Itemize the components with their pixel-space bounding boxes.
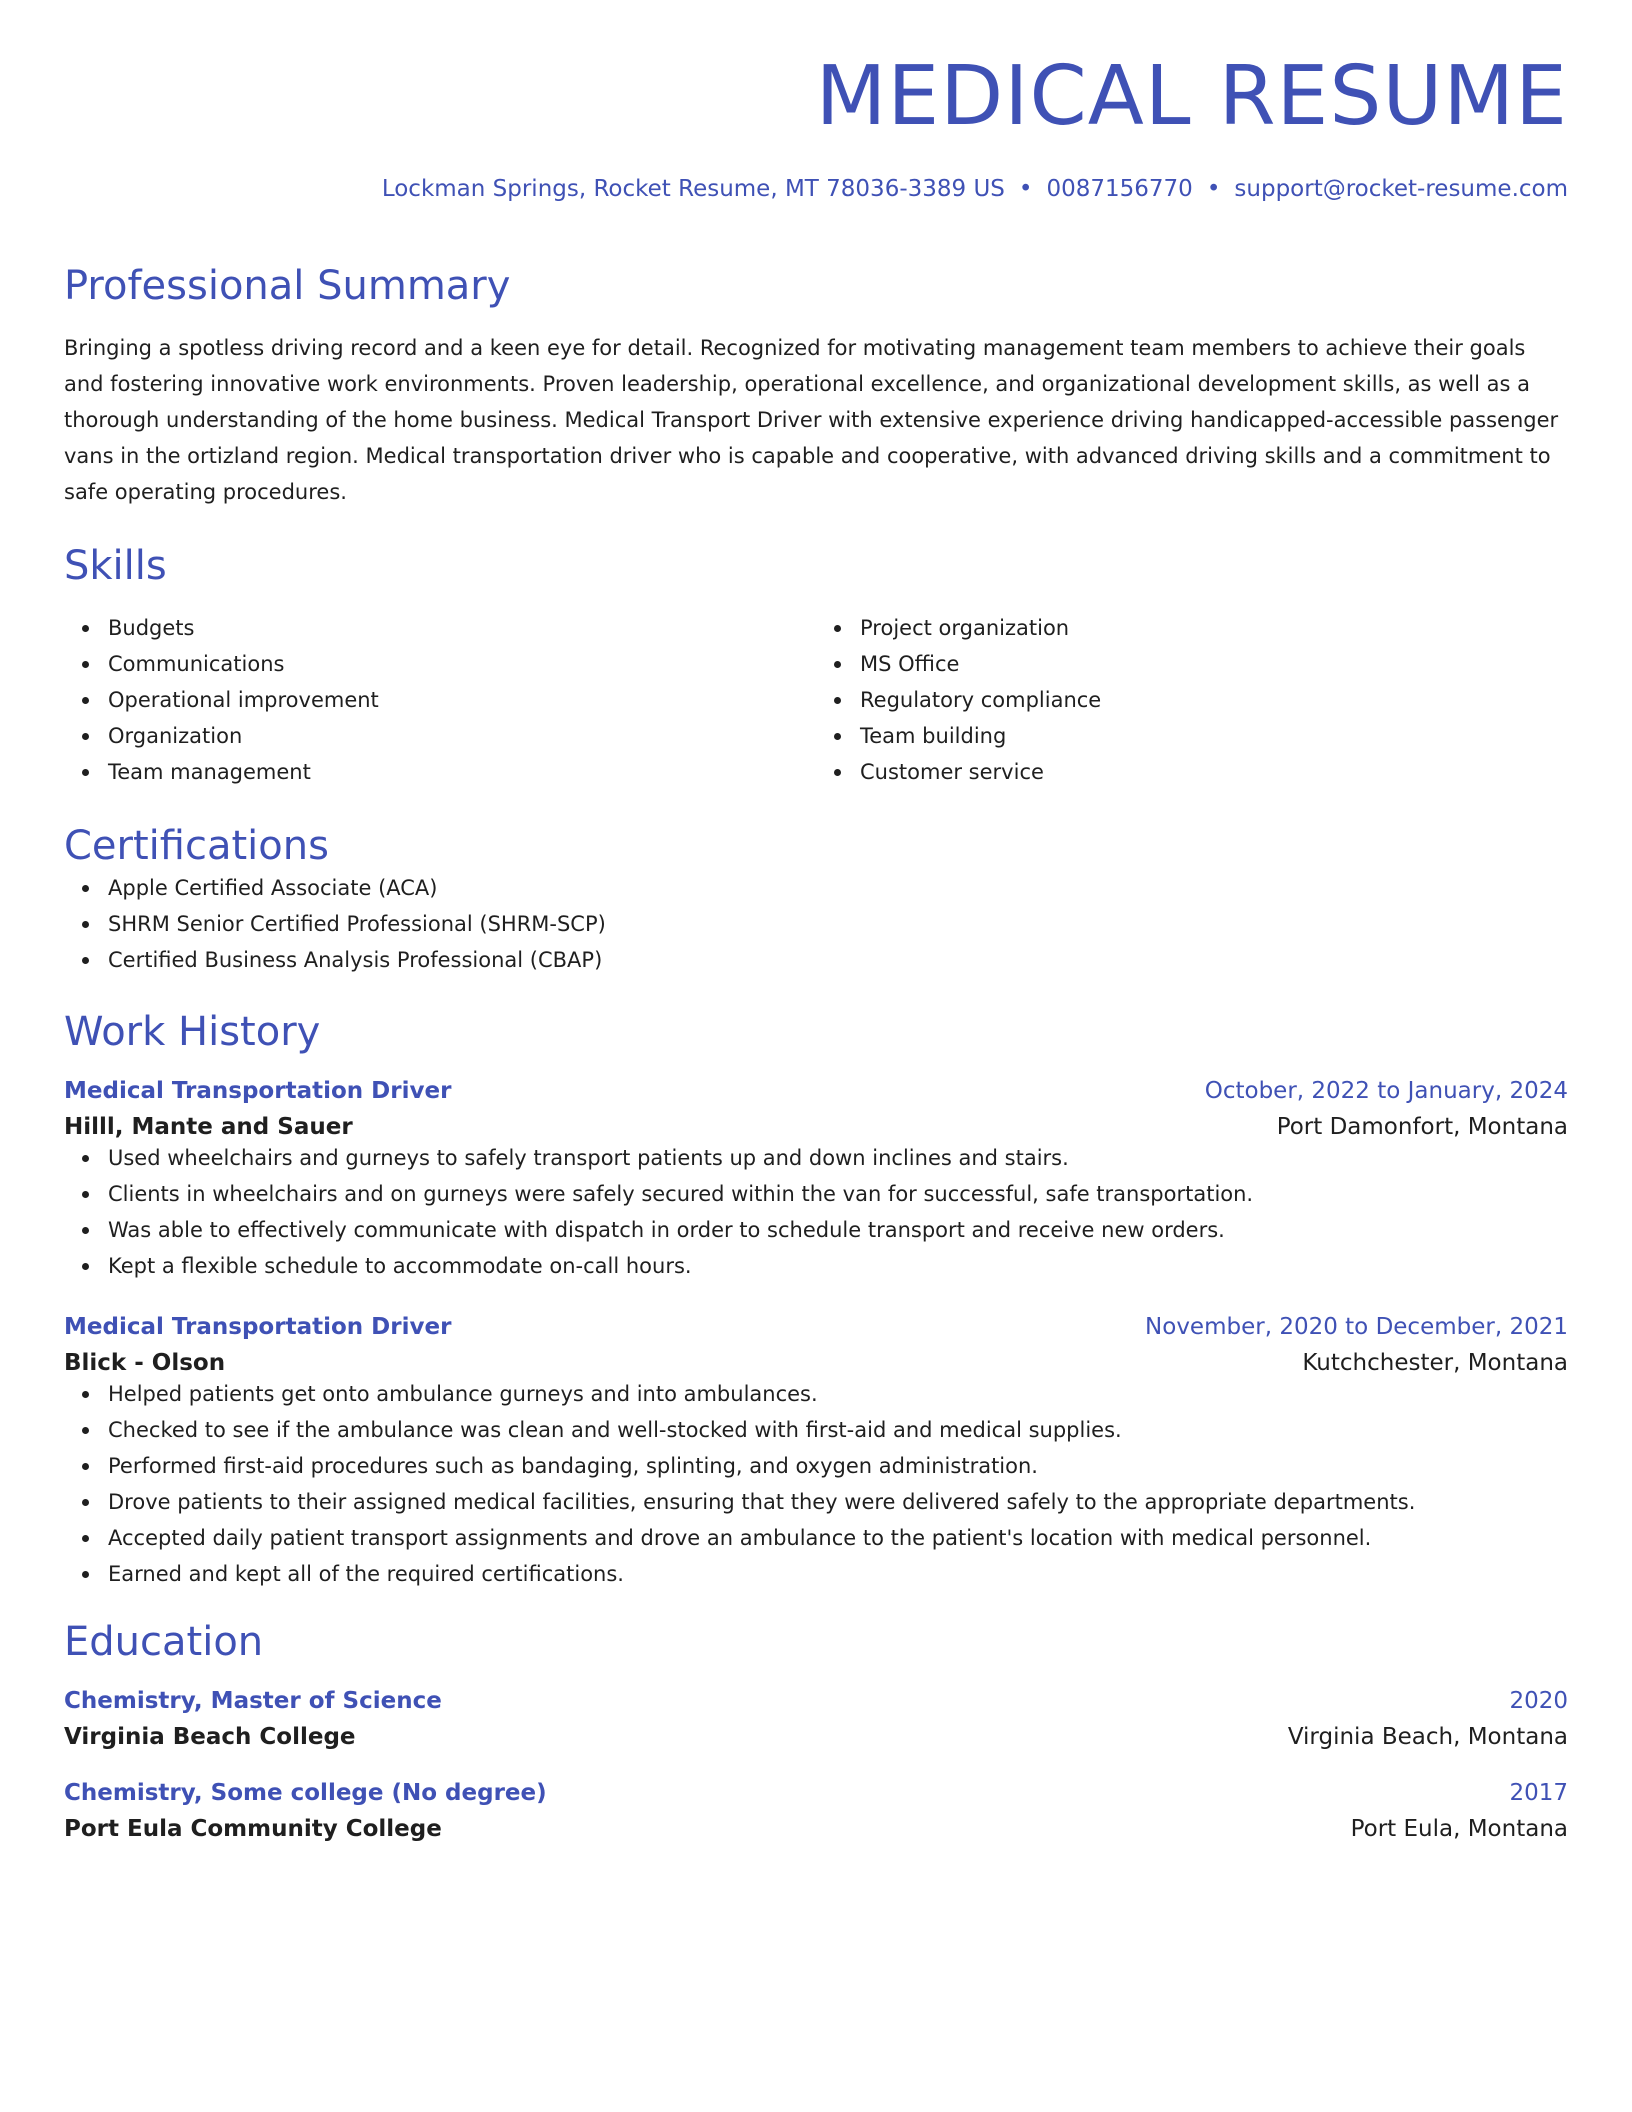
certification-item: SHRM Senior Certified Professional (SHRM-SCP)	[108, 906, 1568, 942]
education-school: Virginia Beach College	[64, 1723, 356, 1750]
skill-item: Team building	[860, 718, 1568, 754]
skill-item: Communications	[108, 646, 816, 682]
skill-item: Organization	[108, 718, 816, 754]
job-duty: Was able to effectively communicate with dispatch in order to schedule transport and receive new orders.	[108, 1212, 1568, 1248]
job-duty: Drove patients to their assigned medical facilities, ensuring that they were delivered safely to the appropriate departments.	[108, 1484, 1568, 1520]
job-location: Kutchchester, Montana	[1302, 1349, 1568, 1376]
job-duty: Clients in wheelchairs and on gurneys were safely secured within the van for successful, safe transportation.	[108, 1176, 1568, 1212]
education-header-row	[64, 1780, 1568, 1806]
education-school-row	[64, 1816, 1568, 1842]
work-history-heading: Work History	[64, 1008, 321, 1055]
skills-list-right	[816, 610, 1568, 790]
education-entry	[64, 1688, 1568, 1750]
skill-item: Customer service	[860, 754, 1568, 790]
resume-title: MEDICAL RESUME	[815, 49, 1568, 144]
education-school-row	[64, 1724, 1568, 1750]
education-school: Port Eula Community College	[64, 1815, 442, 1842]
certification-item: Apple Certified Associate (ACA)	[108, 870, 1568, 906]
job-company-row	[64, 1350, 1568, 1376]
job-dates: October, 2022 to January, 2024	[1204, 1077, 1568, 1104]
certifications-heading: Certifications	[64, 822, 329, 869]
job-entry	[64, 1314, 1568, 1592]
job-title: Medical Transportation Driver	[64, 1313, 452, 1340]
summary-text: Bringing a spotless driving record and a keen eye for detail. Recognized for motivating management team members to achieve their goals and fostering innovative work environments. Proven leadership, operational excellence, and organizational development skills, as well as a thorough understanding of the home business. Medical Transport Driver with extensive experience driving handicapped-accessible passenger vans in the ortizland region. Medical transportation driver who is capable and cooperative, with advanced driving skills and a commitment to safe operating procedures.	[64, 335, 1559, 504]
skill-item: Regulatory compliance	[860, 682, 1568, 718]
certifications-list	[64, 870, 1568, 978]
job-duty: Used wheelchairs and gurneys to safely transport patients up and down inclines and stairs.	[108, 1140, 1568, 1176]
education-year: 2017	[1509, 1779, 1568, 1806]
education-location: Port Eula, Montana	[1350, 1815, 1568, 1842]
summary-heading: Professional Summary	[64, 262, 511, 309]
education-header-row	[64, 1688, 1568, 1714]
education-heading: Education	[64, 1618, 264, 1665]
contact-address: Lockman Springs, Rocket Resume, MT 78036-3389 US	[381, 176, 1005, 203]
job-dates: November, 2020 to December, 2021	[1145, 1313, 1568, 1340]
skills-list-left	[64, 610, 816, 790]
job-duties-list	[64, 1376, 1568, 1592]
skills-heading: Skills	[64, 542, 167, 589]
skill-item: Budgets	[108, 610, 816, 646]
contact-separator: •	[1018, 176, 1033, 203]
contact-email[interactable]: support@rocket-resume.com	[1234, 176, 1568, 203]
job-entry	[64, 1078, 1568, 1284]
contact-separator: •	[1206, 176, 1221, 203]
education-degree: Chemistry, Master of Science	[64, 1687, 442, 1714]
job-duty: Earned and kept all of the required certifications.	[108, 1556, 1568, 1592]
job-header-row	[64, 1314, 1568, 1340]
skill-item: Team management	[108, 754, 816, 790]
skill-item: Operational improvement	[108, 682, 816, 718]
job-duty: Performed first-aid procedures such as bandaging, splinting, and oxygen administration.	[108, 1448, 1568, 1484]
education-degree: Chemistry, Some college (No degree)	[64, 1779, 547, 1806]
job-header-row	[64, 1078, 1568, 1104]
job-duty: Helped patients get onto ambulance gurneys and into ambulances.	[108, 1376, 1568, 1412]
job-title: Medical Transportation Driver	[64, 1077, 452, 1104]
contact-phone: 0087156770	[1046, 176, 1193, 203]
job-company: Blick - Olson	[64, 1349, 226, 1376]
contact-line	[64, 176, 1568, 204]
job-duty: Accepted daily patient transport assignments and drove an ambulance to the patient's location with medical personnel.	[108, 1520, 1568, 1556]
certification-item: Certified Business Analysis Professional (CBAP)	[108, 942, 1568, 978]
education-year: 2020	[1509, 1687, 1568, 1714]
job-duty: Kept a flexible schedule to accommodate on-call hours.	[108, 1248, 1568, 1284]
skill-item: MS Office	[860, 646, 1568, 682]
skill-item: Project organization	[860, 610, 1568, 646]
job-duty: Checked to see if the ambulance was clean and well-stocked with first-aid and medical supplies.	[108, 1412, 1568, 1448]
skills-column-right	[816, 610, 1568, 790]
skills-grid	[64, 610, 1568, 790]
job-company: Hilll, Mante and Sauer	[64, 1113, 353, 1140]
job-company-row	[64, 1114, 1568, 1140]
job-location: Port Damonfort, Montana	[1276, 1113, 1568, 1140]
job-duties-list	[64, 1140, 1568, 1284]
education-entry	[64, 1780, 1568, 1842]
education-location: Virginia Beach, Montana	[1287, 1723, 1568, 1750]
skills-column-left	[64, 610, 816, 790]
